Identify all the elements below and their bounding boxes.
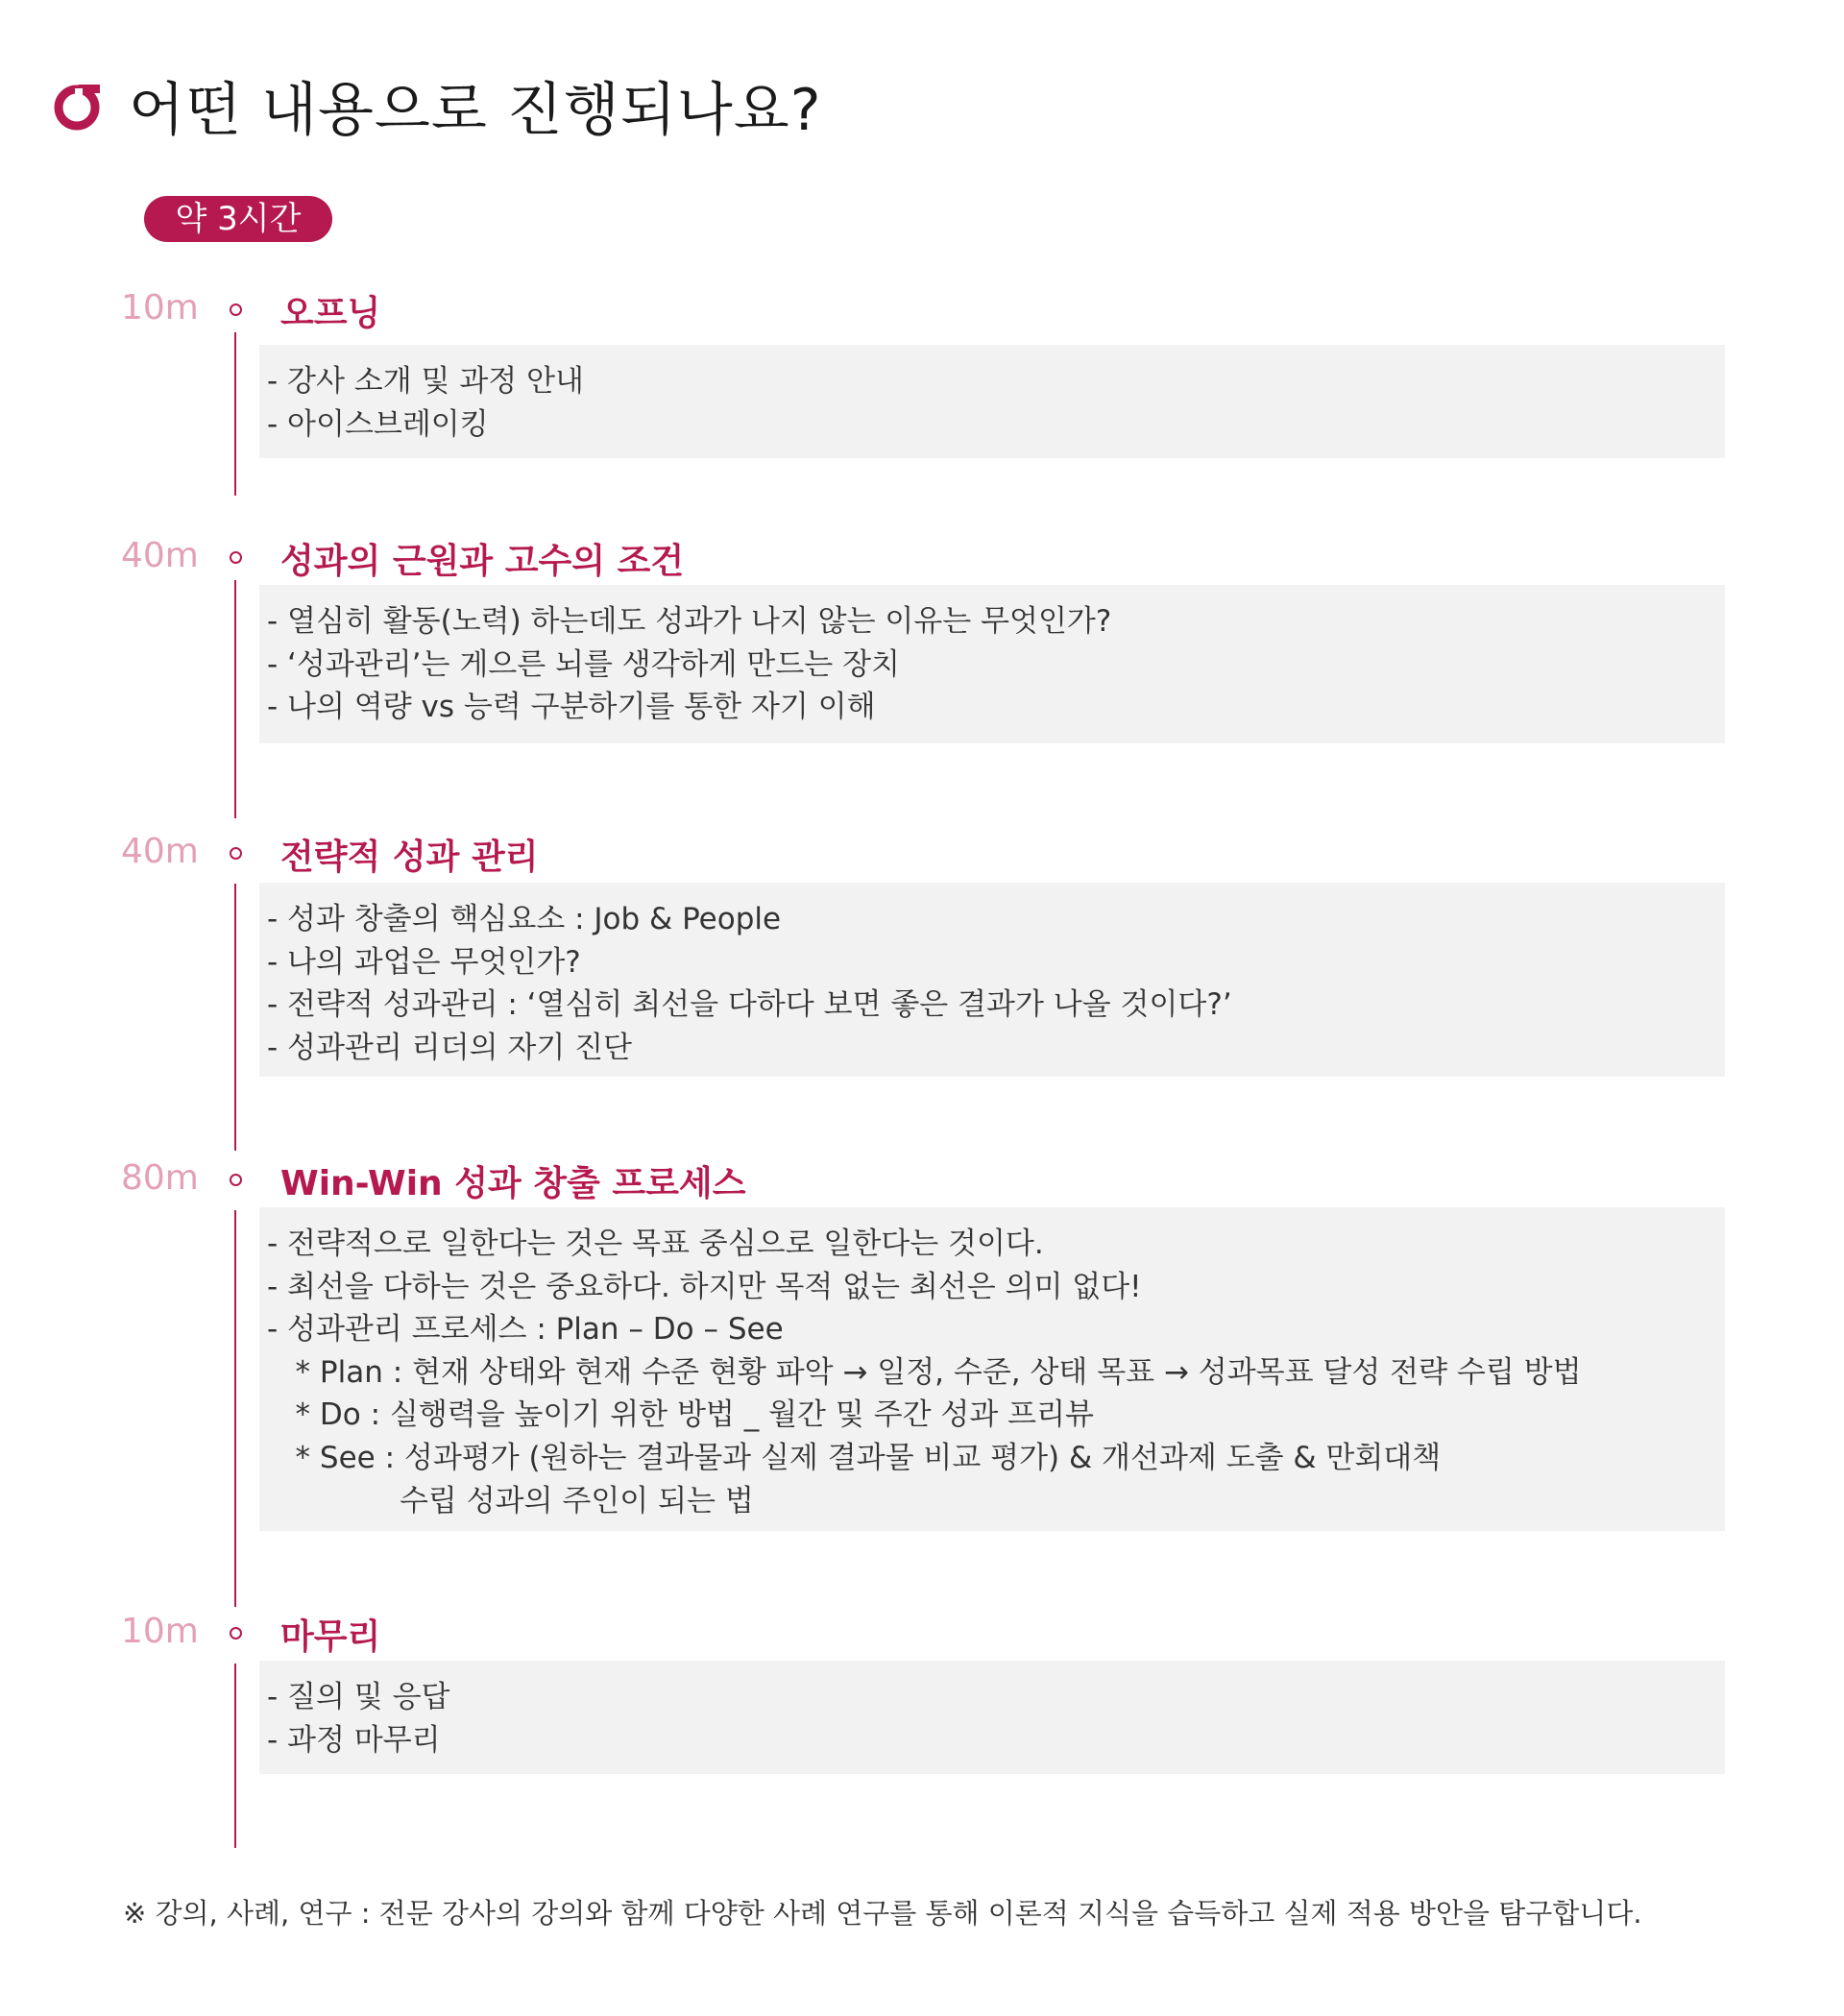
timeline-line xyxy=(234,1664,236,1848)
timeline-dot-icon xyxy=(230,551,242,564)
timeline-line xyxy=(234,1210,236,1607)
content-line: - 강사 소개 및 과정 안내 xyxy=(267,364,584,399)
section-title: 성과의 근원과 고수의 조건 xyxy=(280,542,685,581)
content-line: - 성과관리 리더의 자기 진단 xyxy=(267,1030,633,1065)
content-line: - 전략적 성과관리 : ‘열심히 최선을 다하다 보면 좋은 결과가 나올 것이다?’ xyxy=(267,987,1232,1023)
content-line: - ‘성과관리’는 게으른 뇌를 생각하게 만드는 장치 xyxy=(267,646,900,682)
page-title: 어떤 내용으로 진행되나요? xyxy=(129,77,822,144)
section-content-box xyxy=(259,1207,1725,1531)
content-line: - 전략적으로 일한다는 것은 목표 중심으로 일한다는 것이다. xyxy=(267,1227,1044,1261)
timeline-line xyxy=(234,580,236,818)
content-line: 수립 성과의 주인이 되는 법 xyxy=(267,1483,754,1518)
content-line: - 최선을 다하는 것은 중요하다. 하지만 목적 없는 최선은 의미 없다! xyxy=(267,1269,1142,1304)
content-line: - 열심히 활동(노력) 하는데도 성과가 나지 않는 이유는 무엇인가? xyxy=(267,604,1112,639)
content-line: - 나의 과업은 무엇인가? xyxy=(267,944,581,980)
section-time: 80m xyxy=(121,1158,199,1198)
section-content-box xyxy=(259,345,1725,458)
section-title: Win-Win 성과 창출 프로세스 xyxy=(280,1164,746,1203)
section-title: 오프닝 xyxy=(280,294,381,333)
timeline-line xyxy=(234,884,236,1151)
content-line: - 과정 마무리 xyxy=(267,1722,441,1758)
section-time: 10m xyxy=(121,288,199,328)
section-content-box xyxy=(259,883,1725,1077)
content-line: - 나의 역량 vs 능력 구분하기를 통한 자기 이해 xyxy=(267,690,876,725)
content-line: - 성과관리 프로세스 : Plan – Do – See xyxy=(267,1312,784,1348)
timeline-dot-icon xyxy=(230,847,242,860)
timeline-line xyxy=(234,332,236,496)
timeline-dot-icon xyxy=(230,304,242,316)
section-title: 마무리 xyxy=(280,1617,381,1657)
circle-mark-icon xyxy=(50,79,104,133)
content-line: * Plan : 현재 상태와 현재 수준 현황 파악 → 일정, 수준, 상태 목표 → 성과목표 달성 전략 수립 방법 xyxy=(267,1354,1582,1390)
content-line: * See : 성과평가 (원하는 결과물과 실제 결과물 비교 평가) & 개선과제 도출 & 만회대책 xyxy=(267,1440,1442,1475)
section-time: 40m xyxy=(121,536,199,575)
section-time: 10m xyxy=(121,1612,199,1651)
content-line: - 아이스브레이킹 xyxy=(267,406,489,442)
section-content-box xyxy=(259,585,1725,743)
content-line: - 성과 창출의 핵심요소 : Job & People xyxy=(267,902,782,936)
section-time: 40m xyxy=(121,832,199,871)
content-line: * Do : 실행력을 높이기 위한 방법 _ 월간 및 주간 성과 프리뷰 xyxy=(267,1397,1094,1433)
duration-badge: 약 3시간 xyxy=(144,196,332,242)
section-title: 전략적 성과 관리 xyxy=(280,838,539,877)
header xyxy=(50,67,822,144)
section-content-box xyxy=(259,1661,1725,1774)
content-line: - 질의 및 응답 xyxy=(267,1680,450,1714)
footnote: ※ 강의, 사례, 연구 : 전문 강사의 강의와 함께 다양한 사례 연구를 통해 이론적 지식을 습득하고 실제 적용 방안을 탐구합니다. xyxy=(123,1897,1642,1930)
timeline-dot-icon xyxy=(230,1627,242,1640)
timeline-dot-icon xyxy=(230,1174,242,1186)
